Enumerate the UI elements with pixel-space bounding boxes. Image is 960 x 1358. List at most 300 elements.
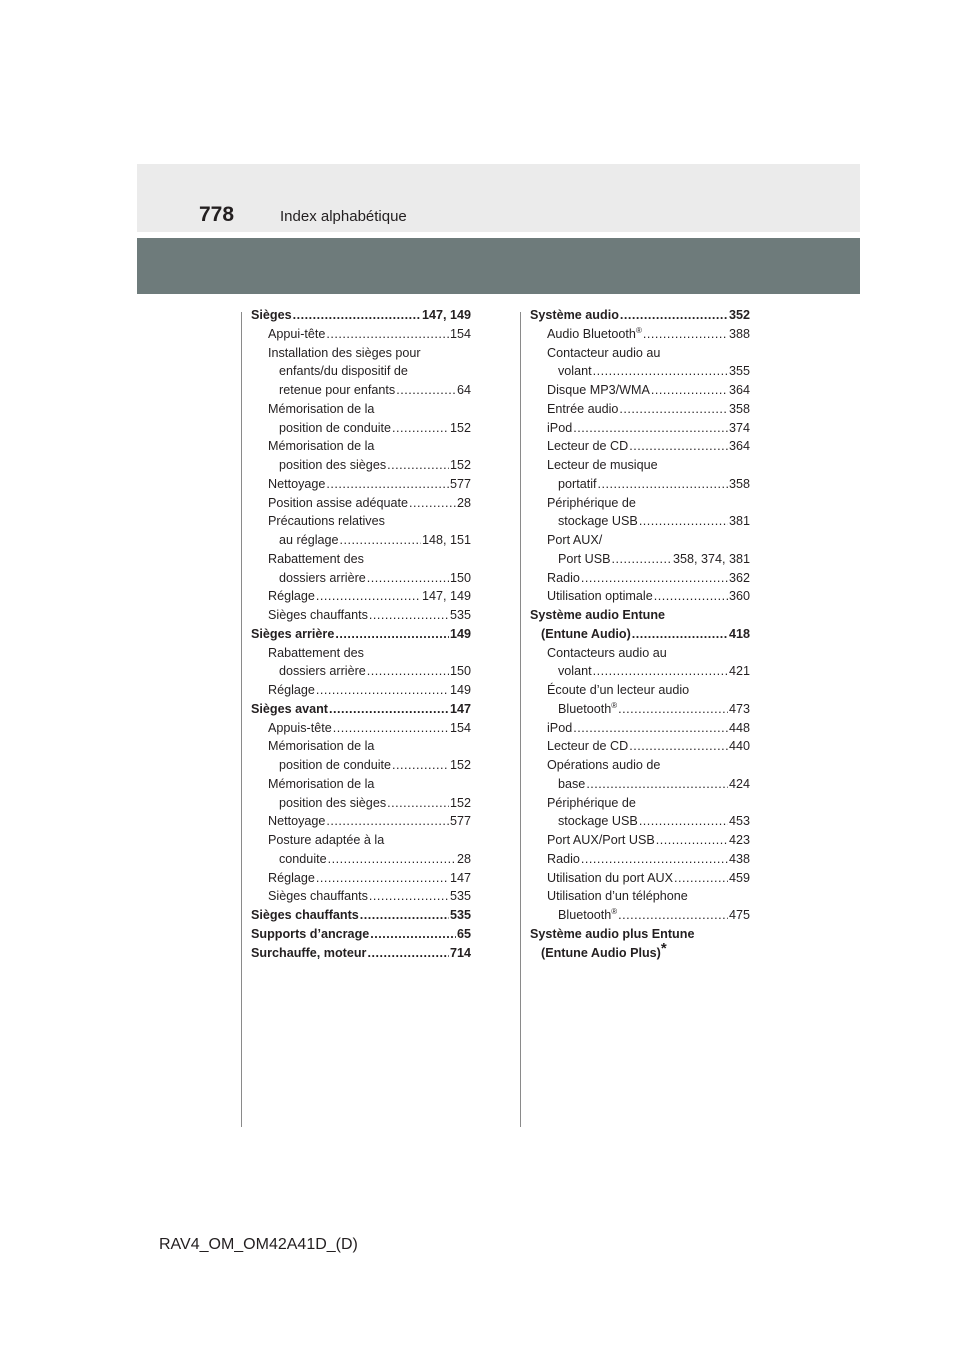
entry-text: Rabattement des — [268, 645, 364, 660]
entry-text: Rabattement des — [268, 551, 364, 566]
entry-text: Audio Bluetooth — [547, 326, 636, 341]
index-entry — [251, 681, 471, 700]
entry-text: conduite — [279, 851, 327, 866]
index-entry — [251, 812, 471, 831]
entry-text: Posture adaptée à la — [268, 833, 385, 847]
entry-term — [547, 587, 653, 606]
index-entry — [530, 325, 750, 344]
entry-term — [547, 344, 660, 363]
index-entry — [251, 644, 471, 663]
index-entry — [530, 381, 750, 400]
entry-term — [279, 569, 366, 588]
dot-leader — [392, 419, 449, 438]
entry-text: Sièges — [251, 308, 292, 322]
entry-text: Nettoyage — [268, 814, 326, 829]
dot-leader — [316, 869, 449, 888]
page-reference: 147, 149 — [421, 589, 471, 604]
index-entry — [251, 400, 471, 419]
entry-text: Précautions relatives — [268, 514, 385, 529]
entry-term — [268, 400, 374, 419]
index-entry — [251, 587, 471, 606]
entry-text: position des sièges — [279, 795, 387, 810]
page-reference: 453 — [728, 814, 750, 829]
index-entry — [530, 737, 750, 756]
entry-term — [547, 850, 580, 869]
entry-text: Périphérique de — [547, 795, 636, 810]
entry-text: position de conduite — [279, 758, 392, 772]
entry-text: Position assise adéquate — [268, 495, 409, 510]
entry-term — [268, 831, 384, 850]
index-entry — [251, 662, 471, 681]
index-entry — [530, 756, 750, 775]
dot-leader — [612, 550, 672, 569]
dot-leader — [629, 737, 728, 756]
dot-leader — [340, 531, 421, 550]
dot-leader — [598, 475, 728, 494]
entry-text: position de conduite — [279, 420, 392, 435]
entry-term — [541, 625, 631, 644]
index-entry — [251, 531, 471, 550]
entry-term — [279, 794, 386, 813]
entry-text: Périphérique de — [547, 495, 636, 510]
entry-term — [530, 606, 665, 625]
entry-term — [268, 494, 408, 513]
entry-text: portatif — [558, 476, 597, 491]
dot-leader — [409, 494, 456, 513]
page-reference: 358 — [728, 401, 750, 416]
entry-text: position des sièges — [279, 458, 387, 472]
index-entry — [251, 569, 471, 588]
page-reference: 388 — [728, 326, 750, 341]
entry-term — [547, 494, 636, 513]
entry-term — [268, 869, 315, 888]
index-entry — [251, 756, 471, 775]
entry-term — [558, 700, 617, 719]
entry-text: dossiers arrière — [279, 570, 366, 585]
dot-leader — [654, 587, 728, 606]
entry-term — [268, 737, 374, 756]
entry-term — [251, 625, 334, 644]
index-entry — [530, 456, 750, 475]
page-reference: 28 — [456, 851, 471, 866]
page-reference: 577 — [449, 814, 471, 829]
entry-term — [251, 925, 369, 944]
dot-leader — [586, 775, 728, 794]
index-entry — [530, 362, 750, 381]
entry-text: Surchauffe, moteur — [251, 945, 367, 960]
entry-text: Réglage — [268, 683, 315, 697]
page-reference: 362 — [728, 570, 750, 585]
index-entry — [251, 381, 471, 400]
index-entry — [251, 887, 471, 906]
index-entry — [251, 475, 471, 494]
entry-term — [268, 550, 364, 569]
entry-term — [279, 419, 391, 438]
index-entry — [251, 831, 471, 850]
entry-text: Réglage — [268, 870, 315, 885]
index-entry — [251, 456, 471, 475]
entry-text: Entrée audio — [547, 401, 619, 416]
page-reference: 147 — [449, 870, 471, 885]
index-entry — [251, 944, 471, 963]
entry-term — [268, 437, 374, 456]
entry-text: Écoute d’un lecteur audio — [547, 683, 690, 697]
column-rule-left — [241, 312, 242, 1127]
entry-text: Mémorisation de la — [268, 439, 375, 454]
footnote-star: * — [660, 939, 667, 957]
dot-leader — [593, 662, 728, 681]
entry-term — [268, 812, 325, 831]
page-reference: 360 — [728, 589, 750, 604]
entry-text: Supports d’ancrage — [251, 926, 370, 941]
entry-text: Opérations audio de — [547, 758, 661, 772]
index-entry — [530, 587, 750, 606]
page-reference: 423 — [728, 833, 750, 847]
page-reference: 152 — [449, 795, 471, 810]
index-entry — [251, 494, 471, 513]
entry-text: Radio — [547, 851, 580, 866]
column-rule-right — [520, 312, 521, 1127]
dot-leader — [335, 625, 449, 644]
page-reference: 381 — [728, 514, 750, 529]
dot-leader — [618, 906, 728, 925]
index-entry — [530, 437, 750, 456]
index-entry — [530, 662, 750, 681]
index-entry — [530, 775, 750, 794]
dot-leader — [360, 906, 449, 925]
page-reference: 577 — [449, 476, 471, 491]
page-reference: 535 — [449, 908, 471, 922]
index-entry — [251, 625, 471, 644]
entry-text: volant — [558, 364, 592, 379]
index-entry — [251, 550, 471, 569]
page-reference: 148, 151 — [421, 533, 471, 547]
index-entry — [251, 419, 471, 438]
entry-term — [547, 794, 636, 813]
entry-term — [558, 362, 592, 381]
index-column-right — [530, 306, 750, 962]
entry-term — [558, 812, 638, 831]
entry-term — [268, 344, 421, 363]
index-entry — [251, 794, 471, 813]
document-code: RAV4_OM_OM42A41D_(D) — [159, 1236, 358, 1253]
entry-text: Sièges chauffants — [268, 889, 368, 904]
page-reference: 448 — [728, 720, 750, 735]
dot-leader — [370, 925, 456, 944]
entry-term — [251, 944, 366, 963]
entry-text: Sièges chauffants — [268, 608, 368, 622]
dot-leader — [674, 869, 728, 888]
dot-leader — [656, 831, 728, 850]
dot-leader — [316, 681, 449, 700]
entry-term — [279, 850, 327, 869]
entry-text: Bluetooth — [558, 701, 612, 716]
entry-term — [558, 512, 638, 531]
entry-text: Lecteur de musique — [547, 458, 658, 472]
index-entry — [251, 869, 471, 888]
entry-text: volant — [558, 664, 592, 679]
index-entry — [530, 925, 750, 944]
page-reference: 355 — [728, 364, 750, 379]
page-reference: 152 — [449, 458, 471, 472]
entry-term — [547, 831, 655, 850]
entry-term — [547, 569, 580, 588]
index-entry — [530, 700, 750, 719]
index-entry — [530, 939, 750, 963]
entry-text: stockage USB — [558, 514, 638, 529]
dot-leader — [387, 794, 449, 813]
entry-text: Port USB — [558, 551, 611, 566]
header-band — [137, 164, 860, 232]
entry-text: enfants/du dispositif de — [279, 364, 408, 379]
dot-leader — [618, 700, 728, 719]
dot-leader — [333, 719, 449, 738]
entry-text: Contacteur audio au — [547, 345, 661, 360]
page-reference: 424 — [728, 776, 750, 791]
index-entry — [530, 812, 750, 831]
page-reference: 459 — [728, 870, 750, 885]
page-reference: 438 — [728, 851, 750, 866]
index-entry — [251, 512, 471, 531]
index-entry — [251, 344, 471, 363]
index-entry — [251, 925, 471, 944]
dot-leader — [329, 700, 449, 719]
index-entry — [251, 719, 471, 738]
page-reference: 421 — [728, 664, 750, 679]
page-reference: 64 — [456, 383, 471, 397]
entry-text: Sièges avant — [251, 701, 329, 716]
page-reference: 150 — [449, 570, 471, 585]
page-reference: 352 — [728, 308, 750, 322]
index-entry — [530, 850, 750, 869]
page-reference: 418 — [728, 626, 750, 641]
entry-term — [547, 869, 673, 888]
entry-term — [547, 400, 618, 419]
entry-text: stockage USB — [558, 814, 638, 829]
page-reference: 149 — [449, 683, 471, 697]
dot-leader — [392, 756, 449, 775]
entry-text: Sièges arrière — [251, 626, 335, 641]
dot-leader — [639, 512, 728, 531]
entry-text: Lecteur de CD — [547, 739, 629, 754]
index-entry — [251, 775, 471, 794]
dot-leader — [581, 850, 728, 869]
section-title: Index alphabétique — [280, 208, 407, 225]
index-entry — [530, 794, 750, 813]
registered-mark: ® — [611, 700, 618, 710]
index-entry — [530, 644, 750, 663]
index-entry — [530, 831, 750, 850]
entry-text: Contacteurs audio au — [547, 645, 667, 660]
page-reference: 475 — [728, 908, 750, 922]
entry-text: Système audio plus Entune — [530, 926, 695, 941]
entry-term — [547, 644, 667, 663]
page-reference: 374 — [728, 420, 750, 435]
index-entry — [530, 606, 750, 625]
entry-term — [547, 887, 688, 906]
entry-term — [268, 606, 368, 625]
dot-leader — [293, 306, 421, 325]
entry-text: au réglage — [279, 533, 339, 547]
index-entry — [251, 737, 471, 756]
index-entry — [251, 325, 471, 344]
entry-text: Utilisation du port AUX — [547, 870, 673, 885]
entry-term — [279, 381, 395, 400]
index-entry — [530, 625, 750, 644]
index-entry — [530, 512, 750, 531]
dot-leader — [619, 400, 728, 419]
index-entry — [530, 719, 750, 738]
index-entry — [530, 569, 750, 588]
entry-term — [547, 756, 660, 775]
entry-term — [558, 775, 585, 794]
entry-text: Système audio — [530, 308, 619, 322]
entry-text: Utilisation optimale — [547, 589, 653, 604]
entry-text: Radio — [547, 570, 580, 585]
entry-term — [268, 644, 364, 663]
entry-text: Port AUX/ — [547, 533, 603, 547]
entry-term — [547, 531, 602, 550]
entry-term — [558, 662, 592, 681]
page-reference: 714 — [449, 945, 471, 960]
page-reference: 28 — [456, 495, 471, 510]
dot-leader — [328, 850, 456, 869]
dot-leader — [367, 944, 449, 963]
dot-leader — [639, 812, 728, 831]
entry-term — [268, 475, 325, 494]
entry-text: Réglage — [268, 589, 315, 604]
index-entry — [251, 906, 471, 925]
entry-text: Lecteur de CD — [547, 439, 629, 454]
entry-term — [530, 306, 619, 325]
index-column-left — [251, 306, 471, 962]
dot-leader — [643, 325, 728, 344]
entry-term — [547, 419, 572, 438]
dot-leader — [651, 381, 728, 400]
dot-leader — [369, 606, 449, 625]
entry-term — [251, 306, 292, 325]
entry-term — [541, 939, 667, 963]
index-entry — [530, 475, 750, 494]
entry-text: Sièges chauffants — [251, 908, 359, 922]
dot-leader — [573, 419, 728, 438]
entry-text: Appui-tête — [268, 326, 326, 341]
page-reference: 154 — [449, 326, 471, 341]
page-reference: 440 — [728, 739, 750, 754]
dot-leader — [396, 381, 456, 400]
entry-term — [547, 719, 572, 738]
page-reference: 358 — [728, 476, 750, 491]
registered-mark: ® — [611, 906, 618, 916]
entry-term — [547, 681, 689, 700]
index-entry — [530, 306, 750, 325]
dot-leader — [326, 812, 449, 831]
entry-text: (Entune Audio) — [541, 626, 631, 641]
entry-text: Mémorisation de la — [268, 401, 375, 416]
entry-text: retenue pour enfants — [279, 383, 396, 397]
index-entry — [251, 306, 471, 325]
entry-term — [251, 906, 359, 925]
entry-text: Système audio Entune — [530, 608, 666, 622]
index-entry — [530, 400, 750, 419]
page-reference: 535 — [449, 608, 471, 622]
index-entry — [530, 419, 750, 438]
dot-leader — [369, 887, 449, 906]
page-reference: 364 — [728, 439, 750, 454]
index-entry — [251, 850, 471, 869]
dot-leader — [316, 587, 421, 606]
entry-text: Bluetooth — [558, 908, 612, 922]
dot-leader — [620, 306, 728, 325]
page-reference: 358, 374, 381 — [672, 551, 750, 566]
header-bar — [137, 238, 860, 294]
index-entry — [251, 437, 471, 456]
dot-leader — [387, 456, 449, 475]
entry-term — [547, 737, 628, 756]
index-entry — [530, 494, 750, 513]
page-reference: 147 — [449, 701, 471, 716]
entry-text: base — [558, 776, 586, 791]
entry-text: Appuis-tête — [268, 720, 332, 735]
entry-term — [558, 550, 611, 569]
index-entry — [530, 531, 750, 550]
index-entry — [530, 681, 750, 700]
index-entry — [530, 887, 750, 906]
page-reference: 535 — [449, 889, 471, 904]
entry-term — [268, 719, 332, 738]
entry-term — [268, 775, 374, 794]
page-reference: 152 — [449, 420, 471, 435]
entry-text: Mémorisation de la — [268, 776, 375, 791]
index-entry — [530, 344, 750, 363]
page-reference: 150 — [449, 664, 471, 679]
dot-leader — [629, 437, 728, 456]
index-entry — [530, 550, 750, 569]
page-reference: 473 — [728, 701, 750, 716]
page-number: 778 — [199, 203, 235, 226]
page-reference: 147, 149 — [421, 308, 471, 322]
dot-leader — [326, 325, 449, 344]
entry-text: dossiers arrière — [279, 664, 366, 679]
entry-text: (Entune Audio Plus) — [541, 945, 661, 960]
registered-mark: ® — [635, 325, 642, 335]
index-entry — [251, 606, 471, 625]
entry-term — [268, 325, 325, 344]
index-entry — [251, 362, 471, 381]
entry-term — [279, 531, 339, 550]
entry-term — [268, 681, 315, 700]
entry-text: Nettoyage — [268, 476, 326, 491]
index-entry — [530, 869, 750, 888]
dot-leader — [367, 569, 449, 588]
entry-term — [268, 887, 368, 906]
page-reference: 152 — [449, 758, 471, 772]
entry-term — [279, 662, 366, 681]
entry-text: iPod — [547, 420, 573, 435]
entry-term — [530, 925, 694, 944]
dot-leader — [632, 625, 728, 644]
page-reference: 154 — [449, 720, 471, 735]
entry-term — [279, 756, 391, 775]
dot-leader — [367, 662, 449, 681]
entry-term — [251, 700, 328, 719]
dot-leader — [593, 362, 728, 381]
entry-text: Disque MP3/WMA — [547, 383, 650, 397]
page-reference: 65 — [456, 926, 471, 941]
entry-text: iPod — [547, 720, 573, 735]
entry-text: Port AUX/Port USB — [547, 833, 655, 847]
entry-text: Installation des sièges pour — [268, 345, 421, 360]
